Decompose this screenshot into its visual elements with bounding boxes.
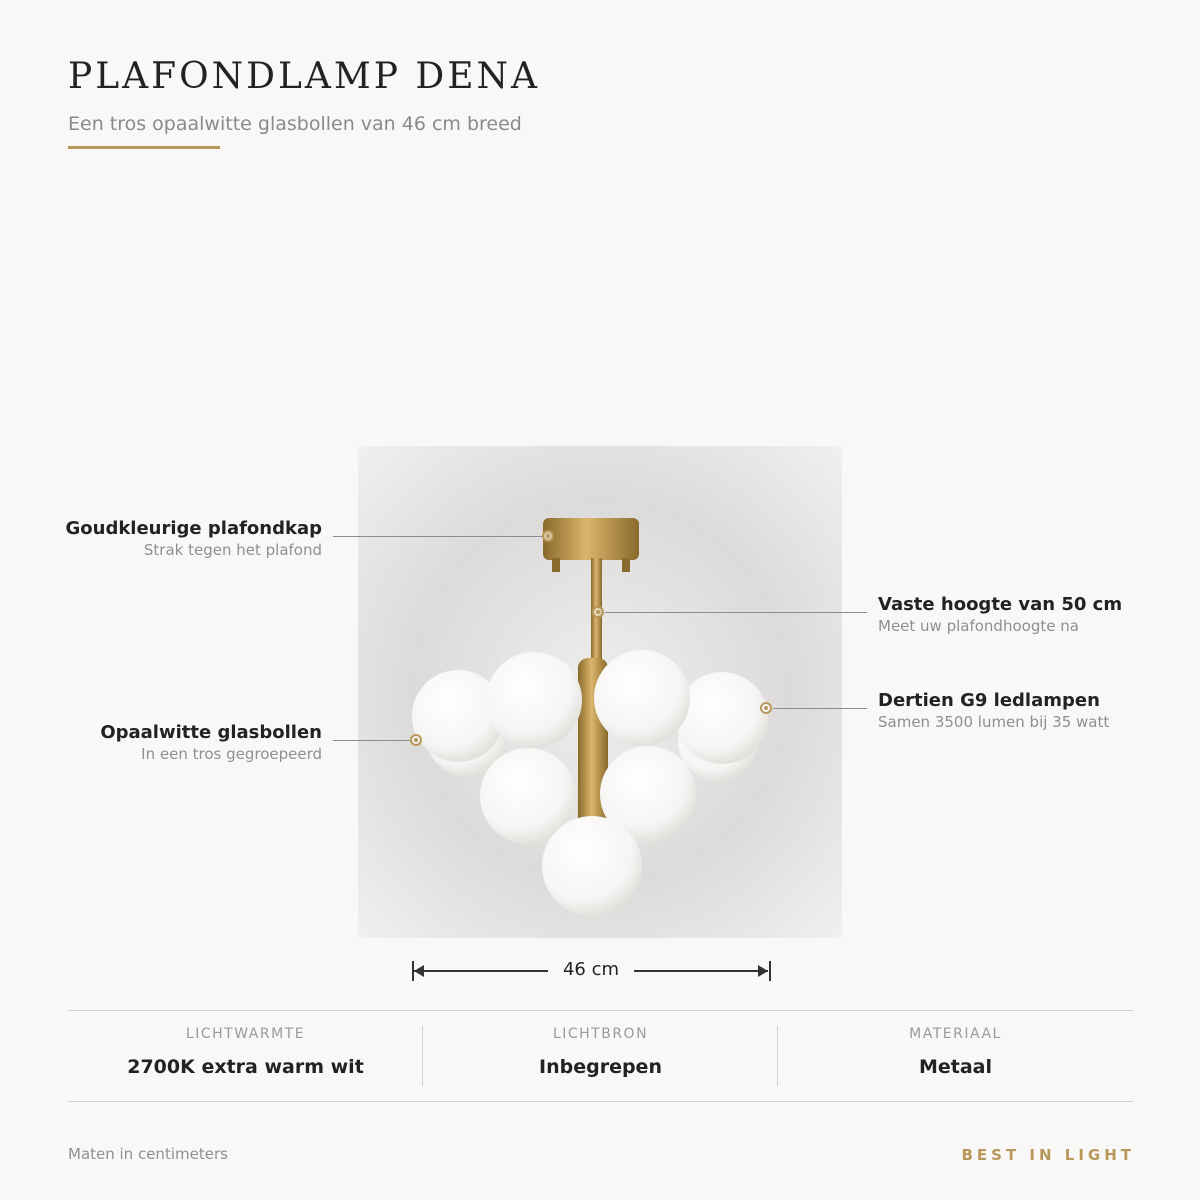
globe: [594, 650, 690, 746]
dimension-line-left: [414, 970, 548, 972]
spec-key: LICHTWARMTE: [185, 1026, 306, 1042]
spec-value: Inbegrepen: [539, 1056, 662, 1078]
hotspot-dot[interactable]: [410, 734, 422, 746]
spec-key: MATERIAAL: [909, 1026, 1002, 1042]
callout-globes: [100, 722, 322, 763]
globe: [676, 672, 768, 764]
title-underline: [68, 146, 220, 149]
callout-canopy: [65, 518, 322, 559]
page-title: PLAFONDLAMP DENA: [68, 56, 541, 97]
spec-lichtwarmte: [68, 1026, 423, 1078]
hotspot-dot[interactable]: [760, 702, 772, 714]
dimension-line-right: [634, 970, 768, 972]
callout-sub: Strak tegen het plafond: [143, 541, 322, 559]
leader-line: [605, 612, 867, 613]
specs-bottom-rule: [68, 1101, 1133, 1102]
callout-bulbs: [878, 690, 1109, 731]
spec-value: 2700K extra warm wit: [127, 1056, 364, 1078]
footer-note: Maten in centimeters: [68, 1145, 228, 1163]
brand-logo[interactable]: BEST IN LIGHT: [961, 1146, 1135, 1164]
callout-label: Vaste hoogte van 50 cm: [878, 594, 1123, 615]
leader-line: [773, 708, 867, 709]
globe: [542, 816, 642, 916]
leader-line: [333, 740, 411, 741]
spec-key: LICHTBRON: [552, 1026, 649, 1042]
hotspot-dot[interactable]: [592, 606, 604, 618]
callout-sub: Meet uw plafondhoogte na: [878, 617, 1079, 635]
hotspot-dot[interactable]: [542, 530, 554, 542]
canopy: [543, 518, 639, 560]
page-subtitle: Een tros opaalwitte glasbollen van 46 cm breed: [68, 113, 522, 135]
specs-top-rule: [68, 1010, 1133, 1011]
dimension-tick-right: [769, 961, 771, 981]
callout-sub: Samen 3500 lumen bij 35 watt: [878, 713, 1110, 731]
lamp-illustration: [358, 446, 842, 938]
callout-height: [878, 594, 1122, 635]
globe: [486, 652, 582, 748]
callout-label: Goudkleurige plafondkap: [65, 518, 322, 539]
leader-line: [333, 536, 543, 537]
spec-materiaal: [778, 1026, 1133, 1078]
callout-sub: In een tros gegroepeerd: [141, 745, 322, 763]
spec-lichtbron: [423, 1026, 778, 1078]
dimension-label: 46 cm: [562, 959, 620, 980]
product-photo: [358, 446, 842, 938]
dimension-arrow-right: [758, 965, 768, 977]
spec-value: Metaal: [918, 1056, 993, 1078]
callout-label: Dertien G9 ledlampen: [878, 690, 1100, 711]
callout-label: Opaalwitte glasbollen: [100, 722, 322, 743]
